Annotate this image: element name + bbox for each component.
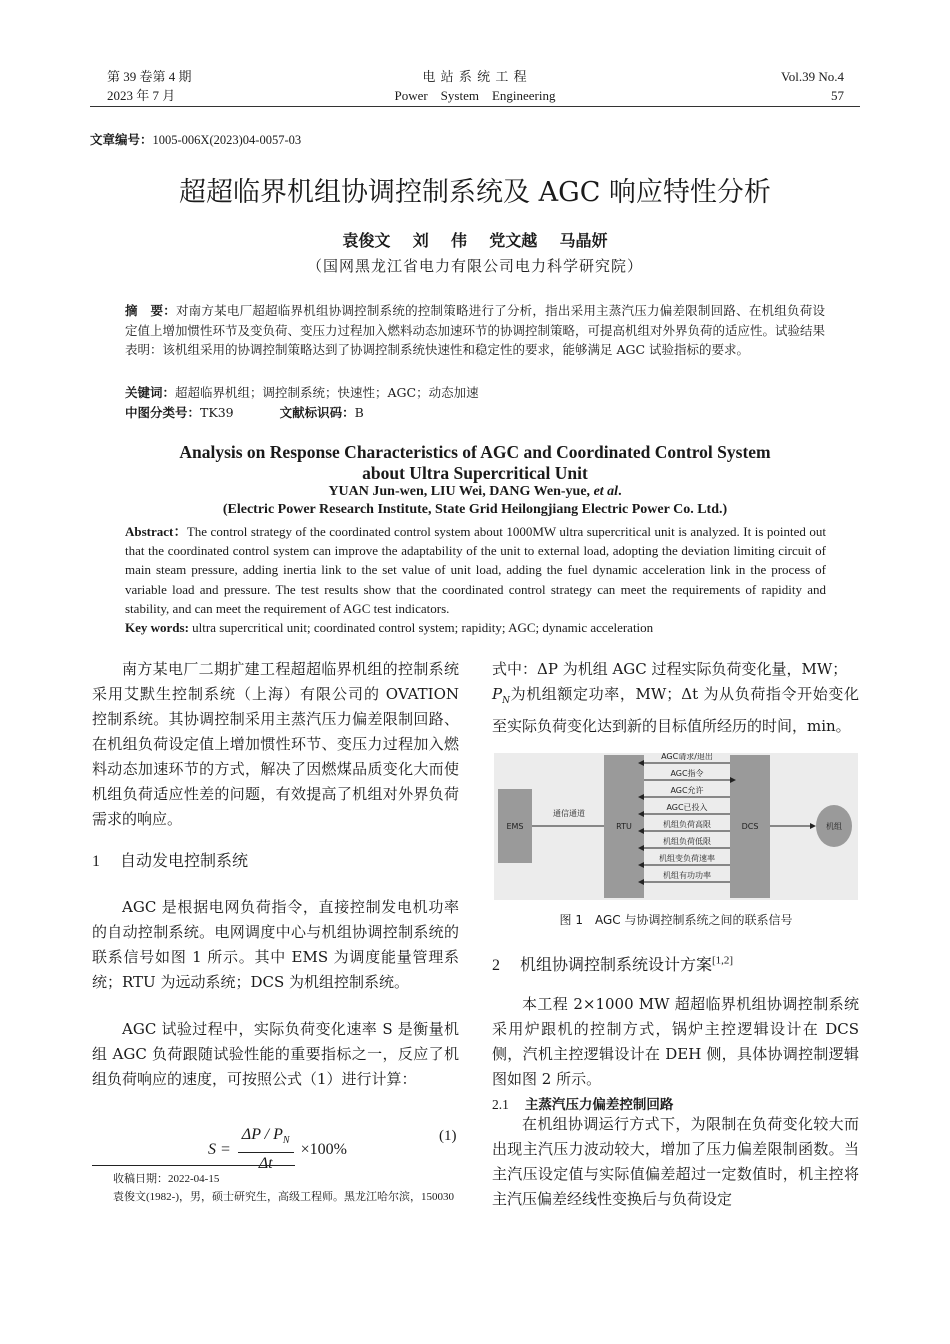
section-1-heading: 1 自动发电控制系统 [92, 851, 249, 870]
affiliation-en: (Electric Power Research Institute, State Grid Heilongjiang Electric Power Co. Ltd.) [222, 502, 728, 517]
dcs-label: DCS [741, 822, 759, 831]
formula-explanation: 式中：ΔP 为机组 AGC 过程实际负荷变化量，MW； $P_N$为机组额定功率，MW；Δt 为从负荷指令开始变化至实际负荷变化达到新的目标值所经历的时间，min。 [492, 660, 859, 735]
volume-page: Vol.39 No.4 57 [781, 69, 844, 103]
signal-label-4: 机组负荷高限 [663, 820, 711, 829]
affiliation: （国网黑龙江省电力有限公司电力科学研究院） [306, 257, 643, 275]
authors: 袁俊文 刘 伟 党文越 马晶妍 [342, 231, 608, 250]
paper-title: 超超临界机组协调控制系统及 AGC 响应特性分析 [179, 177, 771, 208]
keywords-en: Key words: ultra supercritical unit; coordinated control system; rapidity; AGC; dynamic acceleration [125, 620, 654, 635]
header-rule [90, 106, 860, 107]
abstract-cn: 摘 要：对南方某电厂超超临界机组协调控制系统的控制策略进行了分析，指出采用主蒸汽压力偏差限制回路、在机组负荷设定值上增加惯性环节及变负荷、变压力过程加入燃料动态加速环节的协调控制策略，可提高机组对外界负荷的适应性。试验结果表明：该机组采用的协调控制策略达到了协调控制系统快速性和稳定性的要求，能够满足 AGC 试验指标的要求。 [125, 303, 826, 357]
keywords-cn: 关键词：超超临界机组；调控制系统；快速性；AGC；动态加速 [125, 385, 479, 400]
footnote-rule [92, 1165, 295, 1166]
journal-issue: 第 39 卷第 4 期 2023 年 7 月 [107, 69, 192, 103]
signal-label-2: AGC允许 [670, 786, 704, 795]
signal-label-0: AGC请求/退出 [661, 753, 713, 761]
section-2-heading: 2 机组协调控制系统设计方案[1,2] [492, 954, 734, 974]
section-2-paragraph: 本工程 2×1000 MW 超超临界机组协调控制系统采用炉跟机的控制方式，锅炉主控逻辑设计在 DCS 侧，汽机主控逻辑设计在 DEH 侧，具体协调控制逻辑图如图 2 所示。 [492, 995, 859, 1088]
formula-number: (1) [439, 1128, 457, 1144]
signal-label-5: 机组负荷低限 [663, 837, 711, 846]
rtu-label: RTU [616, 822, 632, 831]
signal-label-1: AGC指令 [670, 769, 704, 778]
journal-name: 电 站 系 统 工 程 Power System Engineering [394, 69, 556, 103]
figure-1-diagram [494, 753, 858, 900]
intro-paragraph: 南方某电厂二期扩建工程超超临界机组的控制系统采用艾默生控制系统（上海）有限公司的 OVATION 控制系统。其协调控制采用主蒸汽压力偏差限制回路、在机组负荷设定值上增加惯性环节、变压力过程加入燃料动态加速环节的方式，解决了因燃煤品质变化大而使机组负荷适应性差的问题，有效提高了机组对外界负荷需求的响应。 [92, 660, 459, 828]
article-number: 文章编号：1005-006X(2023)04-0057-03 [90, 132, 302, 147]
signal-label-7: 机组有功功率 [663, 871, 711, 880]
ems-label: EMS [506, 822, 524, 831]
formula-1: S = $\frac{\Delta P / P_N}{\Delta t}$ ×100% [208, 1126, 347, 1173]
authors-en: YUAN Jun-wen, LIU Wei, DANG Wen-yue, et al. [328, 484, 622, 499]
section-1-paragraph-1: AGC 是根据电网负荷指令，直接控制发电机功率的自动控制系统。电网调度中心与机组协调控制系统的联系信号如图 1 所示。其中 EMS 为调度能量管理系统；RTU 为远动系统；DCS 为机组控制系统。 [92, 898, 459, 991]
signal-label-6: 机组变负荷速率 [659, 854, 715, 863]
classification: 中图分类号：TK39 文献标识码：B [125, 405, 364, 420]
section-1-paragraph-2: AGC 试验过程中，实际负荷变化速率 S 是衡量机组 AGC 负荷跟随试验性能的重要指标之一，反应了机组负荷响应的速度，可按照公式（1）进行计算： [92, 1020, 459, 1088]
title-en: Analysis on Response Characteristics of AGC and Coordinated Control System about Ultra Supercritical Unit [179, 442, 771, 483]
section-2-1-paragraph: 在机组协调运行方式下，为限制在负荷变化较大而出现主汽压力波动较大，增加了压力偏差限制函数。当主汽压设定值与实际值偏差超过一定数值时，机主控将主汽压偏差经线性变换后与负荷设定 [492, 1115, 859, 1208]
footnote: 收稿日期：2022-04-15 袁俊文(1982-)，男，硕士研究生，高级工程师。黑龙江哈尔滨，150030 [113, 1173, 454, 1203]
figure-1-caption: 图 1 AGC 与协调控制系统之间的联系信号 [559, 913, 793, 927]
channel-label: 通信通道 [553, 809, 585, 818]
abstract-en: Abstract：The control strategy of the coordinated control system about 1000MW ultra supercritical unit is analyzed. It is pointed out that the coordinated control system can improve the adaptability of the unit to external load, adopting the deviation limiting circuit of main steam pressure, adding inertia link to the set value of unit load, adding the fuel dynamic acceleration link in the process of variable load and pressure. The test results show that the coordinated control strategy can meet the requirements of rapidity and stability, and can meet the requirement of AGC test indicators. [125, 524, 826, 616]
unit-label: 机组 [826, 822, 842, 831]
section-2-1-heading: 2.1 主蒸汽压力偏差控制回路 [492, 1097, 674, 1113]
signal-label-3: AGC已投入 [666, 803, 708, 812]
